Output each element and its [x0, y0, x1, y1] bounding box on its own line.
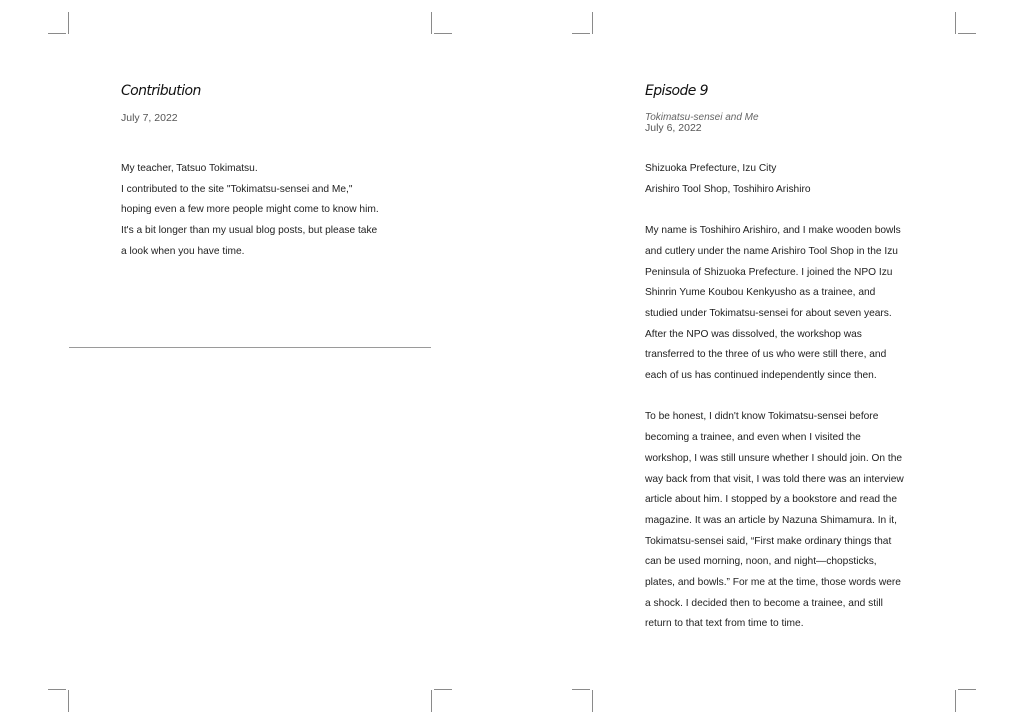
page-title: Contribution [121, 83, 201, 99]
page-title: Episode 9 [645, 83, 708, 99]
paragraph: My teacher, Tatsuo Tokimatsu. [121, 163, 258, 174]
paragraph: It's a bit longer than my usual blog posts, but please take a look when you have time. [121, 225, 378, 257]
post-body [121, 159, 383, 263]
post-date: July 6, 2022 [645, 122, 702, 134]
paragraph-gap [645, 200, 907, 221]
paragraph: My name is Toshihiro Arishiro, and I make wooden bowls and cutlery under the name Arishiro Tool Shop in the Izu Peninsula of Shizuoka Prefecture. I joined the NPO Izu Shinrin Yume Koubou Kenkyusho as a trainee, and studied under Tokimatsu-sensei for about seven years. After the NPO was dissolved, the workshop was transferred to the three of us who were still there, and each of us has continued independently since then. [645, 225, 901, 382]
paragraph: I contributed to the site "Tokimatsu-sensei and Me," hoping even a few more people might come to know him. [121, 183, 379, 216]
author-line: Arishiro Tool Shop, Toshihiro Arishiro [645, 183, 811, 195]
right-page [512, 0, 1024, 724]
location-line: Shizuoka Prefecture, Izu City [645, 163, 777, 174]
section-divider [69, 347, 431, 348]
paragraph: To be honest, I didn't know Tokimatsu-sensei before becoming a trainee, and even when I visited the workshop, I was still unsure whether I should join. On the way back from that visit, I was told there was an interview article about him. I stopped by a bookstore and read the magazine. It was an article by Nazuna Shimamura. In it, Tokimatsu-sensei said, “First make ordinary things that can be used morning, noon, and night—chopsticks, plates, and bowls.” For me at the time, those words were a shock. I decided then to become a trainee, and still return to that text from time to time. [645, 411, 904, 630]
paragraph-gap [645, 387, 907, 408]
post-body [645, 159, 907, 635]
page-subtitle: Tokimatsu-sensei and Me [645, 112, 759, 123]
post-date: July 7, 2022 [121, 112, 178, 124]
